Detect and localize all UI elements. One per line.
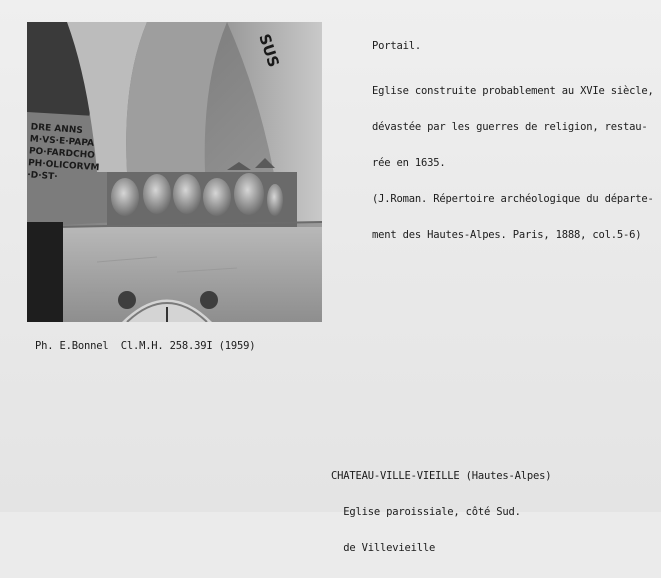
wall-inscription-line: PH·OLICORVM bbox=[27, 158, 100, 174]
portal-photograph bbox=[27, 22, 322, 322]
caption-line: Eglise construite probablement au XVIe siècle, bbox=[372, 85, 654, 97]
wall-inscription-line: PO·FARDCHO bbox=[28, 146, 96, 161]
arch-inscription: SUS bbox=[255, 31, 283, 70]
location-line: de Villevieille bbox=[331, 542, 436, 554]
wall-inscription-line: ·D·ST· bbox=[27, 170, 58, 183]
caption-line: dévastée par les guerres de religion, restau- bbox=[372, 121, 648, 133]
caption-line: rée en 1635. bbox=[372, 157, 446, 169]
location-line: Eglise paroissiale, côté Sud. bbox=[331, 506, 521, 518]
location-line: CHATEAU-VILLE-VIEILLE (Hautes-Alpes) bbox=[331, 470, 552, 482]
photo-credit: Ph. E.Bonnel Cl.M.H. 258.39I (1959) bbox=[35, 340, 256, 352]
caption-body bbox=[372, 61, 654, 265]
location-label bbox=[331, 446, 551, 578]
portal-photo-image bbox=[27, 22, 322, 322]
wall-inscription-line: M·VS·E·PAPA bbox=[29, 134, 95, 149]
caption-title: Portail. bbox=[372, 40, 421, 52]
caption-line: (J.Roman. Répertoire archéologique du départe- bbox=[372, 193, 654, 205]
wall-inscription-line: DRE ANNS bbox=[30, 122, 84, 137]
caption-line: ment des Hautes-Alpes. Paris, 1888, col.5-6) bbox=[372, 229, 642, 241]
